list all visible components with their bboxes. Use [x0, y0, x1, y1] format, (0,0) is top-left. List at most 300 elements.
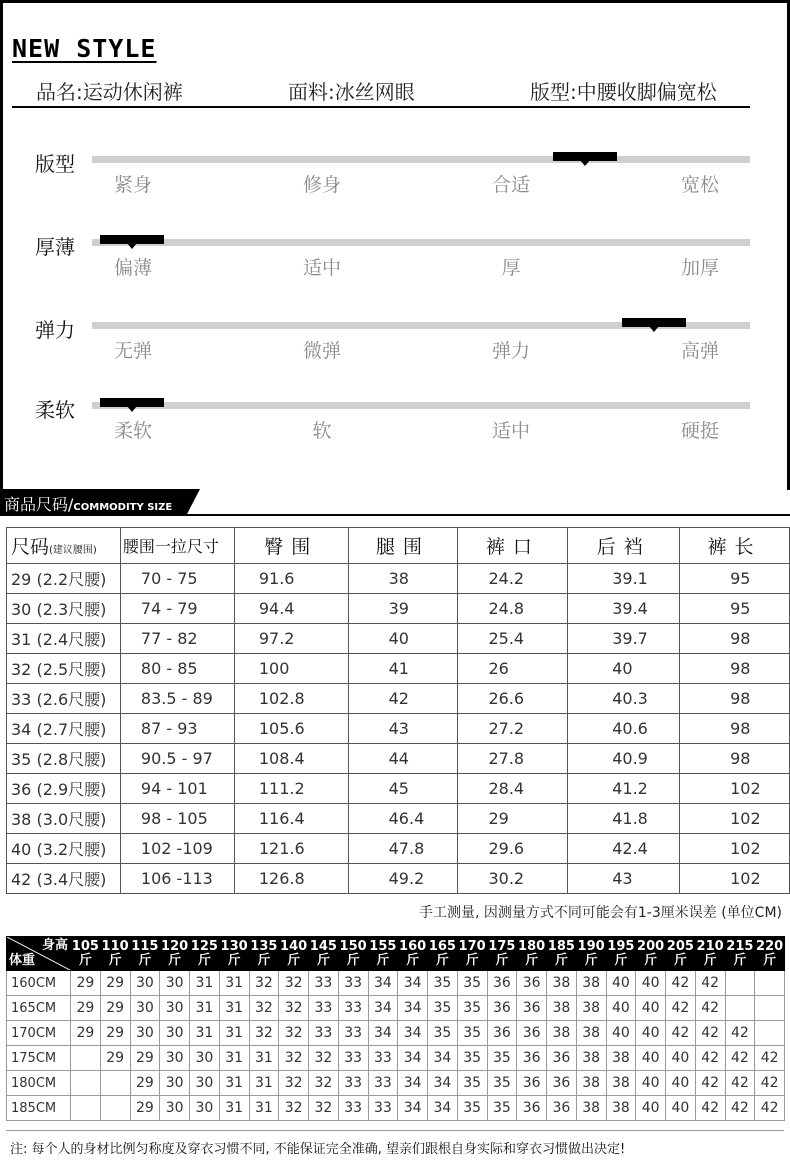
- hw-size-cell: 31: [190, 996, 220, 1021]
- scale-label: 软: [312, 420, 332, 442]
- hw-weight-header: [190, 937, 220, 971]
- hw-size-cell: 34: [398, 996, 428, 1021]
- table-cell: 39.7: [568, 624, 680, 654]
- hw-size-cell: 29: [130, 1071, 160, 1096]
- table-cell: 40: [568, 654, 680, 684]
- product-attributes: [0, 76, 790, 106]
- hw-weight-header: [636, 937, 666, 971]
- hw-weight-unit: 斤: [465, 952, 479, 968]
- table-cell: 80 - 85: [120, 654, 234, 684]
- hw-size-cell: 30: [160, 996, 190, 1021]
- table-cell: 98: [680, 654, 790, 684]
- table-cell: 98: [680, 684, 790, 714]
- table-cell: 102: [680, 774, 790, 804]
- hw-weight-header: [368, 937, 398, 971]
- hw-size-cell: 32: [279, 1021, 309, 1046]
- hw-size-cell: 30: [190, 1046, 220, 1071]
- hw-weight-value: 135: [250, 938, 278, 954]
- table-cell: 36 (2.9尺腰): [7, 774, 121, 804]
- hw-size-cell: 31: [219, 1071, 249, 1096]
- hw-corner-height: 身高: [41, 938, 68, 953]
- hw-size-cell: 40: [636, 1046, 666, 1071]
- hw-size-cell: 29: [71, 1021, 101, 1046]
- size-table-header: [7, 528, 790, 564]
- hw-size-cell: 35: [457, 971, 487, 996]
- table-cell: 38: [348, 564, 458, 594]
- hw-size-cell: 38: [576, 1096, 606, 1121]
- header-hip: 臀围: [234, 528, 348, 564]
- header-length: 裤长: [680, 528, 790, 564]
- table-cell: 27.8: [458, 744, 568, 774]
- hw-size-cell: 40: [636, 971, 666, 996]
- hw-size-cell: 38: [576, 971, 606, 996]
- table-cell: 26.6: [458, 684, 568, 714]
- hw-size-cell: 40: [666, 1071, 696, 1096]
- hw-weight-header: [160, 937, 190, 971]
- hw-corner: [7, 937, 71, 971]
- table-cell: 29: [458, 804, 568, 834]
- table-cell: 46.4: [348, 804, 458, 834]
- table-cell: 39.1: [568, 564, 680, 594]
- hw-header-row: [7, 937, 785, 971]
- table-row: [7, 774, 790, 804]
- hw-size-cell: [755, 971, 785, 996]
- table-cell: 41.2: [568, 774, 680, 804]
- hw-weight-header: [547, 937, 577, 971]
- hw-weight-unit: 斤: [168, 952, 182, 968]
- size-section-header: [0, 489, 790, 517]
- hw-size-cell: 36: [517, 971, 547, 996]
- frame-top-border: [0, 0, 790, 3]
- hw-weight-unit: 斤: [197, 952, 211, 968]
- hw-weight-header: [755, 937, 785, 971]
- hw-size-cell: 29: [100, 996, 130, 1021]
- table-cell: 26: [458, 654, 568, 684]
- hw-weight-unit: 斤: [644, 952, 658, 968]
- table-cell: 32 (2.5尺腰): [7, 654, 121, 684]
- hw-weight-unit: 斤: [227, 952, 241, 968]
- hw-size-cell: 34: [398, 1071, 428, 1096]
- hw-size-cell: 40: [636, 1096, 666, 1121]
- hw-size-cell: 36: [517, 1046, 547, 1071]
- hw-weight-unit: 斤: [316, 952, 330, 968]
- scale-name: 版型: [35, 152, 75, 176]
- hw-size-cell: 35: [457, 1021, 487, 1046]
- hw-size-cell: 34: [398, 971, 428, 996]
- hw-size-cell: 30: [190, 1071, 220, 1096]
- table-cell: 70 - 75: [120, 564, 234, 594]
- hw-size-cell: 35: [428, 996, 458, 1021]
- table-cell: 29 (2.2尺腰): [7, 564, 121, 594]
- hw-weight-value: 205: [666, 938, 694, 954]
- table-cell: 35 (2.8尺腰): [7, 744, 121, 774]
- size-section-title-en: COMMODITY SIZE: [73, 502, 173, 513]
- scale-label: 适中: [491, 420, 531, 442]
- hw-size-cell: 32: [279, 1096, 309, 1121]
- hw-size-cell: 31: [219, 1046, 249, 1071]
- scale-marker: [553, 152, 617, 161]
- scale-label: 紧身: [113, 174, 153, 196]
- table-row: [7, 804, 790, 834]
- hw-size-cell: 31: [190, 971, 220, 996]
- table-cell: 40: [348, 624, 458, 654]
- hw-size-cell: 36: [487, 1021, 517, 1046]
- table-row: [7, 684, 790, 714]
- hw-size-cell: 35: [487, 1071, 517, 1096]
- hw-size-cell: 32: [279, 971, 309, 996]
- scale-row: [0, 314, 790, 374]
- table-cell: 98 - 105: [120, 804, 234, 834]
- table-cell: 41: [348, 654, 458, 684]
- table-cell: 102.8: [234, 684, 348, 714]
- size-table: [6, 527, 790, 894]
- table-cell: 91.6: [234, 564, 348, 594]
- table-cell: 45: [348, 774, 458, 804]
- hw-size-cell: 33: [338, 1071, 368, 1096]
- hw-weight-header: [279, 937, 309, 971]
- scale-row: [0, 231, 790, 291]
- scale-label: 偏薄: [113, 257, 153, 279]
- scale-row: [0, 148, 790, 208]
- hw-size-cell: 33: [368, 1096, 398, 1121]
- hw-size-cell: 42: [666, 971, 696, 996]
- hw-size-cell: 34: [398, 1096, 428, 1121]
- scale-track: [92, 156, 750, 163]
- hw-corner-weight: 体重: [9, 953, 36, 968]
- table-cell: 108.4: [234, 744, 348, 774]
- table-cell: 43: [348, 714, 458, 744]
- hw-size-cell: 29: [100, 1046, 130, 1071]
- hw-size-cell: 35: [487, 1096, 517, 1121]
- height-weight-table: [6, 936, 785, 1121]
- scale-marker: [100, 235, 164, 244]
- table-row: [7, 971, 785, 996]
- scale-label: 弹力: [491, 340, 531, 362]
- hw-weight-value: 165: [428, 938, 456, 954]
- hw-size-cell: 42: [666, 996, 696, 1021]
- hw-weight-value: 155: [369, 938, 397, 954]
- hw-size-cell: 42: [755, 1071, 785, 1096]
- table-cell: 116.4: [234, 804, 348, 834]
- hw-size-cell: 35: [457, 1046, 487, 1071]
- table-cell: 47.8: [348, 834, 458, 864]
- table-cell: 40 (3.2尺腰): [7, 834, 121, 864]
- hw-size-cell: 35: [487, 1046, 517, 1071]
- hw-size-cell: 42: [695, 1021, 725, 1046]
- hw-size-cell: 36: [547, 1096, 577, 1121]
- scale-track: [92, 402, 750, 409]
- hw-weight-header: [428, 937, 458, 971]
- hw-size-cell: 40: [636, 996, 666, 1021]
- hw-weight-value: 195: [607, 938, 635, 954]
- hw-weight-unit: 斤: [554, 952, 568, 968]
- hw-size-cell: 36: [547, 1071, 577, 1096]
- hw-size-cell: 42: [695, 996, 725, 1021]
- measurement-note: 手工测量, 因测量方式不同可能会有1-3厘米误差 (单位CM): [419, 905, 782, 921]
- hw-weight-header: [725, 937, 755, 971]
- hw-size-cell: 29: [130, 1046, 160, 1071]
- hw-weight-header: [517, 937, 547, 971]
- table-cell: 98: [680, 624, 790, 654]
- hw-size-cell: 38: [576, 1071, 606, 1096]
- hw-size-cell: 30: [160, 1021, 190, 1046]
- scale-label: 厚: [501, 257, 521, 279]
- table-cell: 27.2: [458, 714, 568, 744]
- hw-size-cell: 36: [517, 1021, 547, 1046]
- hw-size-cell: 34: [428, 1071, 458, 1096]
- scale-label: 加厚: [680, 257, 720, 279]
- hw-weight-unit: 斤: [673, 952, 687, 968]
- hw-size-cell: 40: [666, 1046, 696, 1071]
- table-row: [7, 1046, 785, 1071]
- scale-label: 无弹: [113, 340, 153, 362]
- hw-size-cell: 33: [338, 1096, 368, 1121]
- hw-size-cell: 30: [130, 1021, 160, 1046]
- hw-size-cell: 40: [606, 996, 636, 1021]
- hw-size-cell: 36: [547, 1046, 577, 1071]
- table-row: [7, 714, 790, 744]
- hw-size-cell: 34: [428, 1046, 458, 1071]
- hw-weight-value: 200: [637, 938, 665, 954]
- table-cell: 83.5 - 89: [120, 684, 234, 714]
- hw-size-cell: 34: [368, 971, 398, 996]
- hw-size-cell: 34: [368, 996, 398, 1021]
- table-cell: 95: [680, 594, 790, 624]
- hw-size-cell: 42: [695, 1071, 725, 1096]
- hw-size-cell: 40: [606, 971, 636, 996]
- header-size: 尺码(建议腰围): [7, 528, 121, 564]
- table-row: [7, 834, 790, 864]
- hw-weight-unit: 斤: [108, 952, 122, 968]
- hw-size-cell: 34: [398, 1046, 428, 1071]
- hw-weight-header: [666, 937, 696, 971]
- hw-weight-value: 125: [190, 938, 218, 954]
- table-cell: 87 - 93: [120, 714, 234, 744]
- hw-size-cell: 31: [249, 1046, 279, 1071]
- hw-size-cell: 32: [309, 1071, 339, 1096]
- hw-size-cell: [725, 971, 755, 996]
- hw-size-cell: 35: [457, 996, 487, 1021]
- table-cell: 43: [568, 864, 680, 894]
- hw-size-cell: 31: [219, 1096, 249, 1121]
- hw-size-cell: 38: [606, 1096, 636, 1121]
- hw-weight-value: 110: [101, 938, 129, 954]
- scale-label: 高弹: [680, 340, 720, 362]
- scale-name: 弹力: [35, 318, 75, 342]
- hw-size-cell: 31: [249, 1071, 279, 1096]
- hw-size-cell: 34: [428, 1096, 458, 1121]
- table-cell: 33 (2.6尺腰): [7, 684, 121, 714]
- size-section-title: [4, 492, 172, 515]
- hw-size-cell: [100, 1071, 130, 1096]
- table-cell: 34 (2.7尺腰): [7, 714, 121, 744]
- hw-size-cell: 32: [249, 996, 279, 1021]
- hw-size-cell: 29: [130, 1096, 160, 1121]
- hw-weight-value: 220: [756, 938, 784, 954]
- hw-size-cell: 33: [338, 971, 368, 996]
- hw-size-cell: 29: [71, 971, 101, 996]
- hw-weight-value: 150: [339, 938, 367, 954]
- hw-weight-value: 190: [577, 938, 605, 954]
- table-cell: 98: [680, 744, 790, 774]
- table-cell: 102: [680, 864, 790, 894]
- hw-weight-unit: 斤: [287, 952, 301, 968]
- hw-size-cell: [71, 1046, 101, 1071]
- hw-size-cell: 42: [725, 1096, 755, 1121]
- scale-marker: [622, 318, 686, 327]
- table-row: [7, 996, 785, 1021]
- hw-weight-value: 180: [518, 938, 546, 954]
- hw-size-cell: 34: [368, 1021, 398, 1046]
- table-cell: 39.4: [568, 594, 680, 624]
- product-fabric: 面料:冰丝网眼: [288, 80, 415, 104]
- table-cell: 94 - 101: [120, 774, 234, 804]
- hw-weight-header: [487, 937, 517, 971]
- table-cell: 40.9: [568, 744, 680, 774]
- hw-weight-value: 145: [309, 938, 337, 954]
- hw-weight-unit: 斤: [614, 952, 628, 968]
- hw-size-cell: 42: [695, 1096, 725, 1121]
- hw-size-cell: [71, 1096, 101, 1121]
- hw-size-cell: 33: [338, 996, 368, 1021]
- product-fit: 版型:中腰收脚偏宽松: [530, 80, 717, 104]
- hw-size-cell: [725, 996, 755, 1021]
- hw-size-cell: 32: [249, 1021, 279, 1046]
- hw-size-cell: 32: [249, 971, 279, 996]
- header-thigh: 腿围: [348, 528, 458, 564]
- hw-size-cell: 35: [428, 1021, 458, 1046]
- hw-size-cell: 38: [576, 1021, 606, 1046]
- hw-size-cell: 42: [666, 1021, 696, 1046]
- hw-size-cell: 36: [517, 1071, 547, 1096]
- hw-size-cell: 32: [309, 1046, 339, 1071]
- table-row: [7, 624, 790, 654]
- hw-size-cell: 31: [219, 971, 249, 996]
- table-cell: 100: [234, 654, 348, 684]
- hw-size-cell: 40: [606, 1021, 636, 1046]
- scale-label: 适中: [302, 257, 342, 279]
- table-cell: 111.2: [234, 774, 348, 804]
- hw-size-cell: 38: [606, 1071, 636, 1096]
- hw-weight-unit: 斤: [703, 952, 717, 968]
- hw-size-cell: 38: [547, 1021, 577, 1046]
- table-row: [7, 1021, 785, 1046]
- hw-size-cell: 40: [636, 1021, 666, 1046]
- hw-weight-unit: 斤: [257, 952, 271, 968]
- hw-size-cell: 30: [130, 996, 160, 1021]
- hw-size-cell: 30: [130, 971, 160, 996]
- hw-size-cell: 42: [725, 1046, 755, 1071]
- table-cell: 30.2: [458, 864, 568, 894]
- attributes-divider: [12, 106, 750, 108]
- hw-size-cell: 30: [160, 971, 190, 996]
- header-leg-opening: 裤口: [458, 528, 568, 564]
- table-cell: 41.8: [568, 804, 680, 834]
- hw-height-label: 180CM: [7, 1071, 71, 1096]
- table-cell: 42 (3.4尺腰): [7, 864, 121, 894]
- hw-size-cell: 29: [71, 996, 101, 1021]
- hw-size-cell: 30: [190, 1096, 220, 1121]
- page-title: NEW STYLE: [12, 34, 157, 63]
- hw-weight-unit: 斤: [763, 952, 777, 968]
- table-cell: 25.4: [458, 624, 568, 654]
- hw-size-cell: [755, 1021, 785, 1046]
- hw-size-cell: 32: [279, 996, 309, 1021]
- header-waist: 腰围一拉尺寸: [120, 528, 234, 564]
- hw-size-cell: [71, 1071, 101, 1096]
- hw-size-cell: 34: [398, 1021, 428, 1046]
- table-cell: 126.8: [234, 864, 348, 894]
- hw-size-cell: 30: [160, 1096, 190, 1121]
- size-section-rule: [0, 514, 790, 516]
- hw-size-cell: 35: [457, 1096, 487, 1121]
- scale-label: 修身: [302, 174, 342, 196]
- table-cell: 24.2: [458, 564, 568, 594]
- table-row: [7, 1071, 785, 1096]
- hw-height-label: 170CM: [7, 1021, 71, 1046]
- hw-size-cell: 32: [279, 1046, 309, 1071]
- hw-weight-value: 170: [458, 938, 486, 954]
- hw-weight-unit: 斤: [376, 952, 390, 968]
- table-cell: 42.4: [568, 834, 680, 864]
- hw-size-cell: 40: [636, 1071, 666, 1096]
- hw-height-label: 175CM: [7, 1046, 71, 1071]
- table-cell: 95: [680, 564, 790, 594]
- table-cell: 102: [680, 804, 790, 834]
- hw-size-cell: 33: [368, 1046, 398, 1071]
- scale-label: 微弹: [302, 340, 342, 362]
- hw-weight-header: [71, 937, 101, 971]
- hw-weight-header: [249, 937, 279, 971]
- table-cell: 42: [348, 684, 458, 714]
- hw-weight-header: [219, 937, 249, 971]
- hw-size-cell: 33: [338, 1046, 368, 1071]
- hw-weight-value: 185: [547, 938, 575, 954]
- hw-size-cell: 36: [487, 996, 517, 1021]
- table-cell: 102 -109: [120, 834, 234, 864]
- hw-weight-value: 140: [280, 938, 308, 954]
- hw-size-cell: 42: [695, 1046, 725, 1071]
- table-cell: 39: [348, 594, 458, 624]
- product-name: 品名:运动休闲裤: [36, 80, 183, 104]
- table-row: [7, 564, 790, 594]
- scale-name: 柔软: [35, 398, 75, 422]
- hw-weight-header: [398, 937, 428, 971]
- hw-size-cell: 42: [725, 1071, 755, 1096]
- scale-row: [0, 394, 790, 454]
- table-cell: 106 -113: [120, 864, 234, 894]
- hw-size-cell: 31: [219, 996, 249, 1021]
- hw-size-cell: 36: [517, 996, 547, 1021]
- table-cell: 38 (3.0尺腰): [7, 804, 121, 834]
- scale-name: 厚薄: [35, 235, 75, 259]
- scale-label: 合适: [491, 174, 531, 196]
- hw-height-label: 165CM: [7, 996, 71, 1021]
- hw-size-cell: 32: [309, 1096, 339, 1121]
- table-cell: 40.6: [568, 714, 680, 744]
- hw-size-cell: 38: [547, 971, 577, 996]
- hw-size-cell: 35: [428, 971, 458, 996]
- hw-size-cell: 32: [279, 1071, 309, 1096]
- hw-weight-unit: 斤: [733, 952, 747, 968]
- hw-size-cell: 42: [755, 1096, 785, 1121]
- table-cell: 29.6: [458, 834, 568, 864]
- hw-weight-unit: 斤: [78, 952, 92, 968]
- table-cell: 102: [680, 834, 790, 864]
- hw-size-cell: 31: [249, 1096, 279, 1121]
- hw-size-cell: 42: [755, 1046, 785, 1071]
- table-cell: 40.3: [568, 684, 680, 714]
